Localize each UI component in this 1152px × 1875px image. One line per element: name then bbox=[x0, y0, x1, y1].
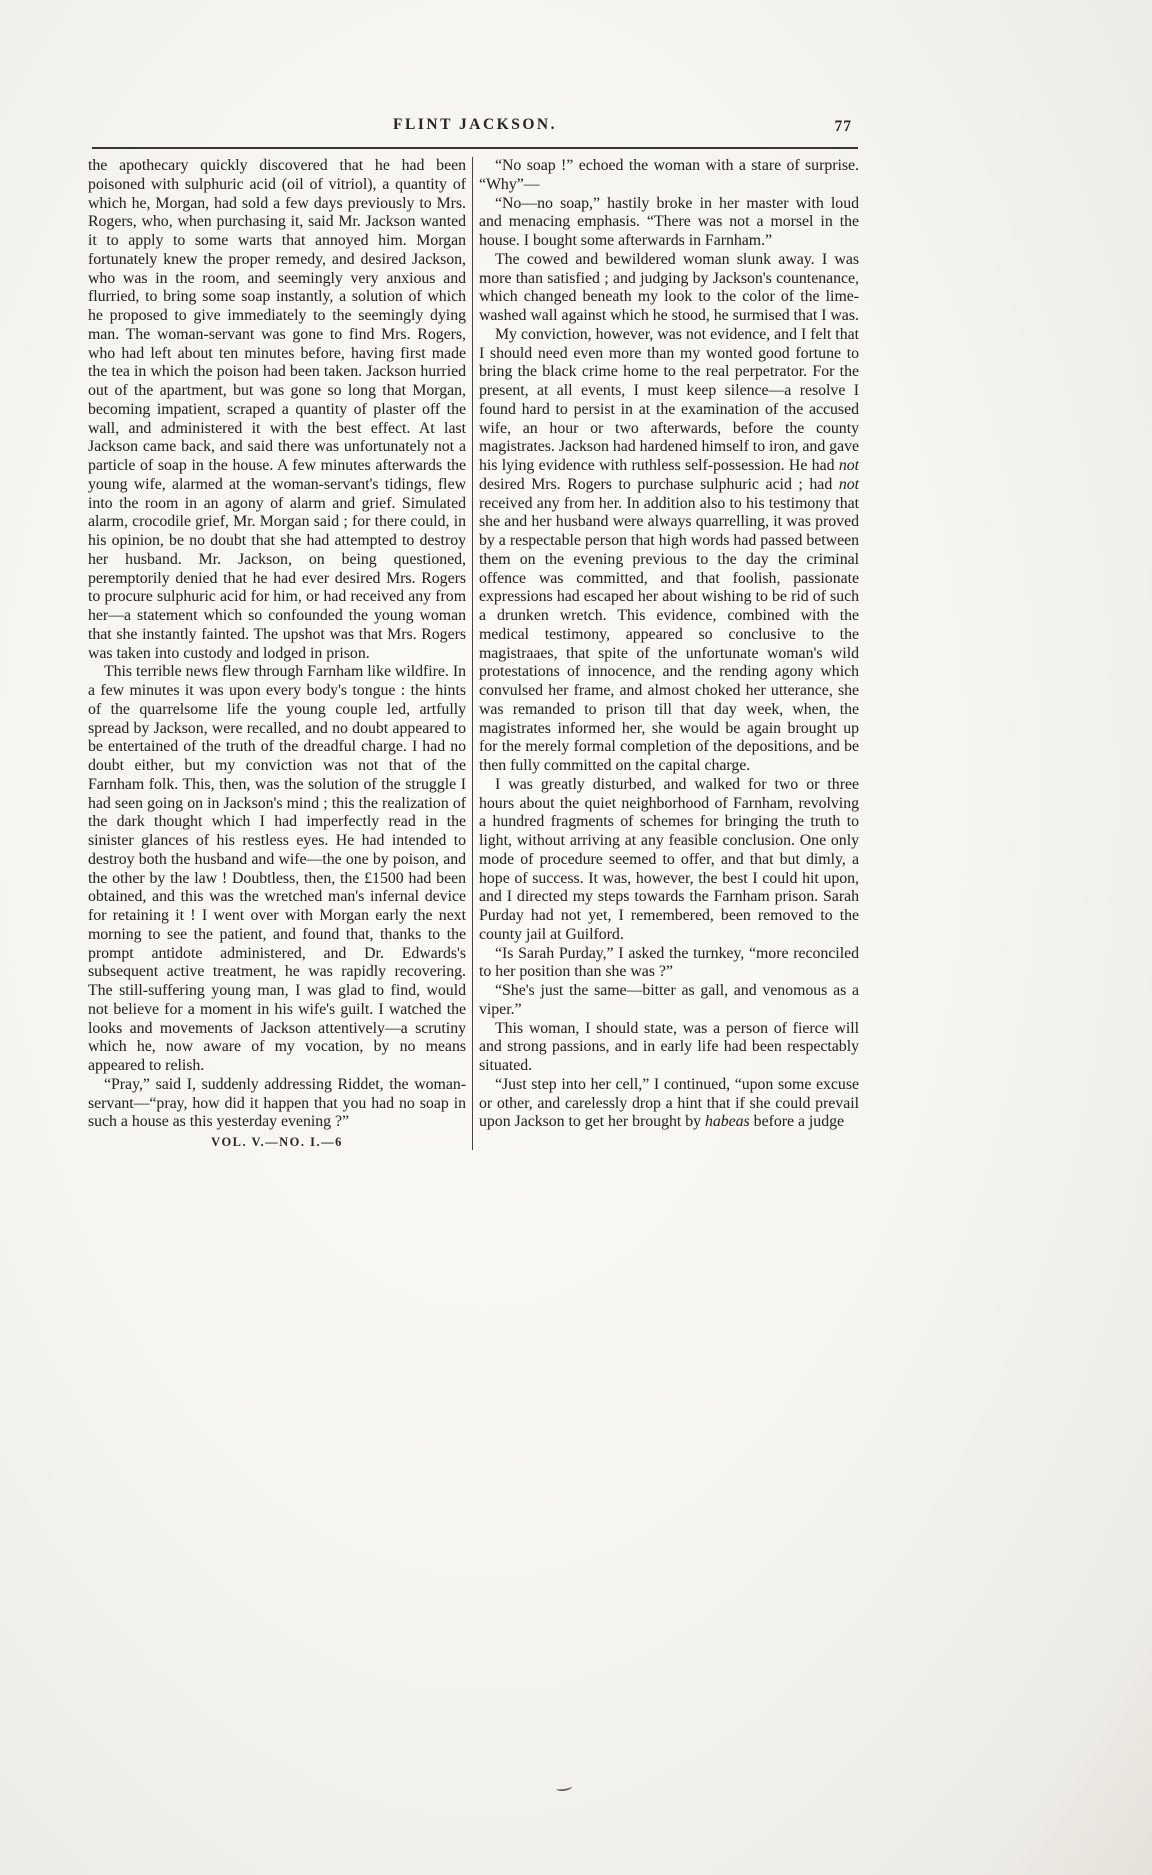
body-text: The cowed and bewildered woman slunk away. I was more than satisfied ; and judging by Jackson's countenance, which changed beneath my look to the color of the lime-washed wall against which he stood, he surmised that I was. bbox=[479, 250, 859, 324]
italic-text: habeas bbox=[704, 1113, 750, 1131]
volume-footer: VOL. V.—NO. I.—6 bbox=[211, 1135, 343, 1149]
body-text: “No—no soap,” hastily broke in her master with loud and menacing emphasis. “There was not a morsel in the house. I bought some afterwards in Farnham.” bbox=[479, 194, 859, 249]
body-text: “Is Sarah Purday,” I asked the turnkey, “more reconciled to her position than she was ?” bbox=[479, 944, 859, 981]
page-title: FLINT JACKSON. bbox=[393, 116, 557, 133]
paragraph bbox=[479, 157, 859, 195]
paragraph bbox=[479, 1020, 859, 1076]
paragraph bbox=[479, 982, 859, 1020]
paragraph bbox=[479, 326, 859, 776]
paragraph bbox=[479, 195, 859, 251]
body-text: received any from her. In addition also to his testimony that she and her husband were always quarrelling, it was proved by a respectable person that high words had passed between them on the evening previous to the day the criminal offence was committed, and that foolish, passionate expressions had escaped her about wishing to be rid of such a drunken wretch. This evidence, combined with the medical testimony, appeared so conclusive to the magistraaes, that spite of the unfortunate woman's wild protestations of innocence, and the rending agony which convulsed her frame, and almost choked her utterance, she was remanded to prison till that day week, when, the magistrates informed her, she would be again brought up for the merely formal completion of the depositions, and be then fully committed on the capital charge. bbox=[479, 494, 859, 774]
left-column bbox=[88, 157, 466, 1150]
body-text: This terrible news flew through Farnham like wildfire. In a few minutes it was upon every body's tongue : the hints of the quarrelsome life the young couple led, artfully spread by Jackson, were recalled, and no doubt appeared to be entertained of the truth of the dreadful charge. I had no doubt either, but my conviction was not that of the Farnham folk. This, then, was the solution of the struggle I had seen going on in Jackson's mind ; this the realization of the dark thought which I had imperfectly read in the sinister glances of his restless eyes. He had intended to destroy both the husband and wife—the one by poison, and the other by the law ! Doubtless, then, the £1500 had been obtained, and this was the wretched man's infernal device for retaining it ! I went over with Morgan early the next morning to see the patient, and found that, thanks to the prompt antidote administered, and Dr. Edwards's subsequent active treatment, he was rapidly recovering. The still-suffering young man, I was glad to find, would not believe for a moment in his wife's guilt. I watched the looks and movements of Jackson attentively—a scrutiny which he, now aware of my vocation, by no means appeared to relish. bbox=[88, 663, 466, 1074]
paragraph bbox=[88, 157, 466, 663]
right-column bbox=[479, 157, 859, 1150]
italic-text: not bbox=[838, 457, 859, 474]
italic-text: not bbox=[838, 475, 859, 493]
header-rule bbox=[92, 147, 858, 149]
left-column-text bbox=[88, 157, 466, 1132]
paragraph bbox=[88, 663, 466, 1076]
body-text: “Pray,” said I, suddenly addressing Riddet, the woman-servant—“pray, how did it happen that you had no soap in such a house as this yesterday evening ?” bbox=[88, 1075, 466, 1131]
paragraph bbox=[88, 1076, 466, 1132]
body-text: “Just step into her cell,” I continued, “upon some excuse or other, and carelessly drop a hint that if she could prevail upon Jackson to get her brought by bbox=[479, 1075, 859, 1131]
column-divider bbox=[472, 157, 473, 1150]
body-text: before a judge bbox=[749, 1113, 845, 1131]
body-text: “She's just the same—bitter as gall, and venomous as a viper.” bbox=[479, 982, 859, 1018]
body-text: I was greatly disturbed, and walked for two or three hours about the quiet neighborhood of Farnham, revolving a hundred fragments of schemes for bringing the truth to light, without arriving at any feasible conclusion. One only mode of procedure seemed to offer, and that but dimly, a hope of success. It was, however, the best I could hit upon, and I directed my steps towards the Farnham prison. Sarah Purday had not yet, I remembered, been removed to the county jail at Guilford. bbox=[479, 775, 859, 943]
paragraph bbox=[479, 776, 859, 945]
body-text: My conviction, however, was not evidence, and I felt that I should need even more than my wonted good fortune to bring the black crime home to the real perpetrator. For the present, at all events, I must keep silence—a resolve I found hard to persist in at the examination of the accused wife, an hour or two afterwards, before the county magistrates. Jackson had hardened himself to iron, and gave his lying evidence with ruthless self-possession. He had bbox=[479, 325, 859, 474]
paragraph bbox=[479, 1076, 859, 1132]
paragraph bbox=[479, 945, 859, 983]
body-text: desired Mrs. Rogers to purchase sulphuric acid ; had bbox=[479, 475, 839, 493]
text-columns bbox=[88, 157, 860, 1150]
body-text: This woman, I should state, was a person of fierce will and strong passions, and in early life had been respectably situated. bbox=[479, 1019, 859, 1074]
ink-smudge bbox=[556, 1783, 573, 1792]
running-header bbox=[90, 116, 860, 140]
body-text: the apothecary quickly discovered that he had been poisoned with sulphuric acid (oil of vitriol), a quantity of which he, Morgan, had sold a few days previously to Mrs. Rogers, who, when purchasing it, said Mr. Jackson wanted it to apply to some warts that annoyed him. Morgan fortunately knew the proper remedy, and desired Jackson, who was in the room, and seemingly very anxious and flurried, to bring some soap instantly, a solution of which he proposed to give immediately to the seemingly dying man. The woman-servant was gone to find Mrs. Rogers, who had left about ten minutes before, having first made the tea in which the poison had been taken. Jackson hurried out of the apartment, but was gone so long that Morgan, becoming impatient, scraped a quantity of plaster off the wall, and administered it with the best effect. At last Jackson came back, and said there was unfortunately not a particle of soap in the house. A few minutes afterwards the young wife, alarmed at the woman-servant's tidings, flew into the room in an agony of alarm and grief. Simulated alarm, crocodile grief, Mr. Morgan said ; for there could, in his opinion, be no doubt that she had attempted to destroy her husband. Mr. Jackson, on being questioned, peremptorily denied that he had ever desired Mrs. Rogers to procure sulphuric acid for him, or had received any from her—a statement which so confounded the young woman that she instantly fainted. The upshot was that Mrs. Rogers was taken into custody and lodged in prison. bbox=[88, 157, 466, 662]
page-number: 77 bbox=[834, 118, 852, 135]
body-text: “No soap !” echoed the woman with a stare of surprise. “Why”— bbox=[479, 157, 859, 193]
paragraph bbox=[479, 251, 859, 326]
